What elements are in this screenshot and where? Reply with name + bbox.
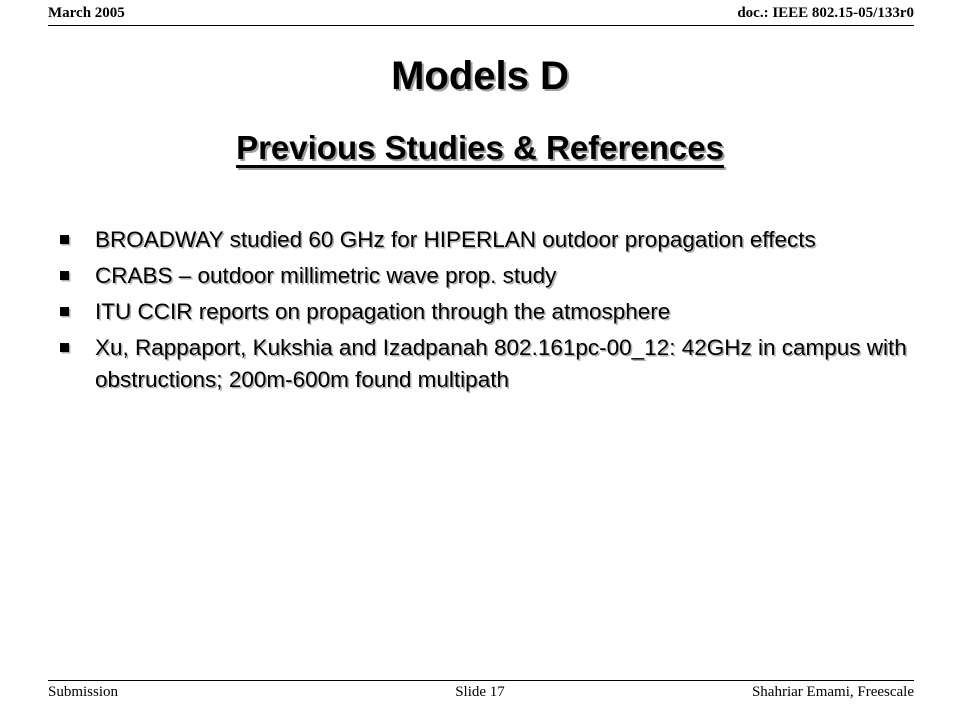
bullet-item — [58, 332, 908, 396]
bullet-text: Xu, Rappaport, Kukshia and Izadpanah 802.161pc-00_12: 42GHz in campus with obstructions; 200m-600m found multipath — [95, 335, 907, 392]
bullet-text: CRABS – outdoor millimetric wave prop. study — [95, 263, 557, 288]
bullet-item — [58, 260, 908, 292]
bullet-list — [58, 224, 908, 400]
slide-subtitle — [0, 126, 960, 170]
slide-subtitle-text: Previous Studies & References — [236, 129, 724, 166]
bullet-text: ITU CCIR reports on propagation through the atmosphere — [95, 299, 671, 324]
bullet-text: BROADWAY studied 60 GHz for HIPERLAN outdoor propagation effects — [95, 227, 816, 252]
bullet-item — [58, 224, 908, 256]
bullet-item — [58, 296, 908, 328]
header-date: March 2005 — [48, 5, 125, 21]
square-bullet-icon — [60, 307, 69, 316]
footer-submission: Submission — [48, 684, 119, 700]
square-bullet-icon — [60, 271, 69, 280]
header-doc-id: doc.: IEEE 802.15-05/133r0 — [737, 5, 914, 21]
square-bullet-icon — [60, 343, 69, 352]
footer-divider — [48, 680, 914, 681]
footer-slide-number: Slide 17 — [455, 684, 505, 700]
slide-title: Models D — [391, 54, 569, 98]
header-divider — [48, 25, 914, 26]
footer-author: Shahriar Emami, Freescale — [751, 684, 914, 700]
square-bullet-icon — [60, 235, 69, 244]
